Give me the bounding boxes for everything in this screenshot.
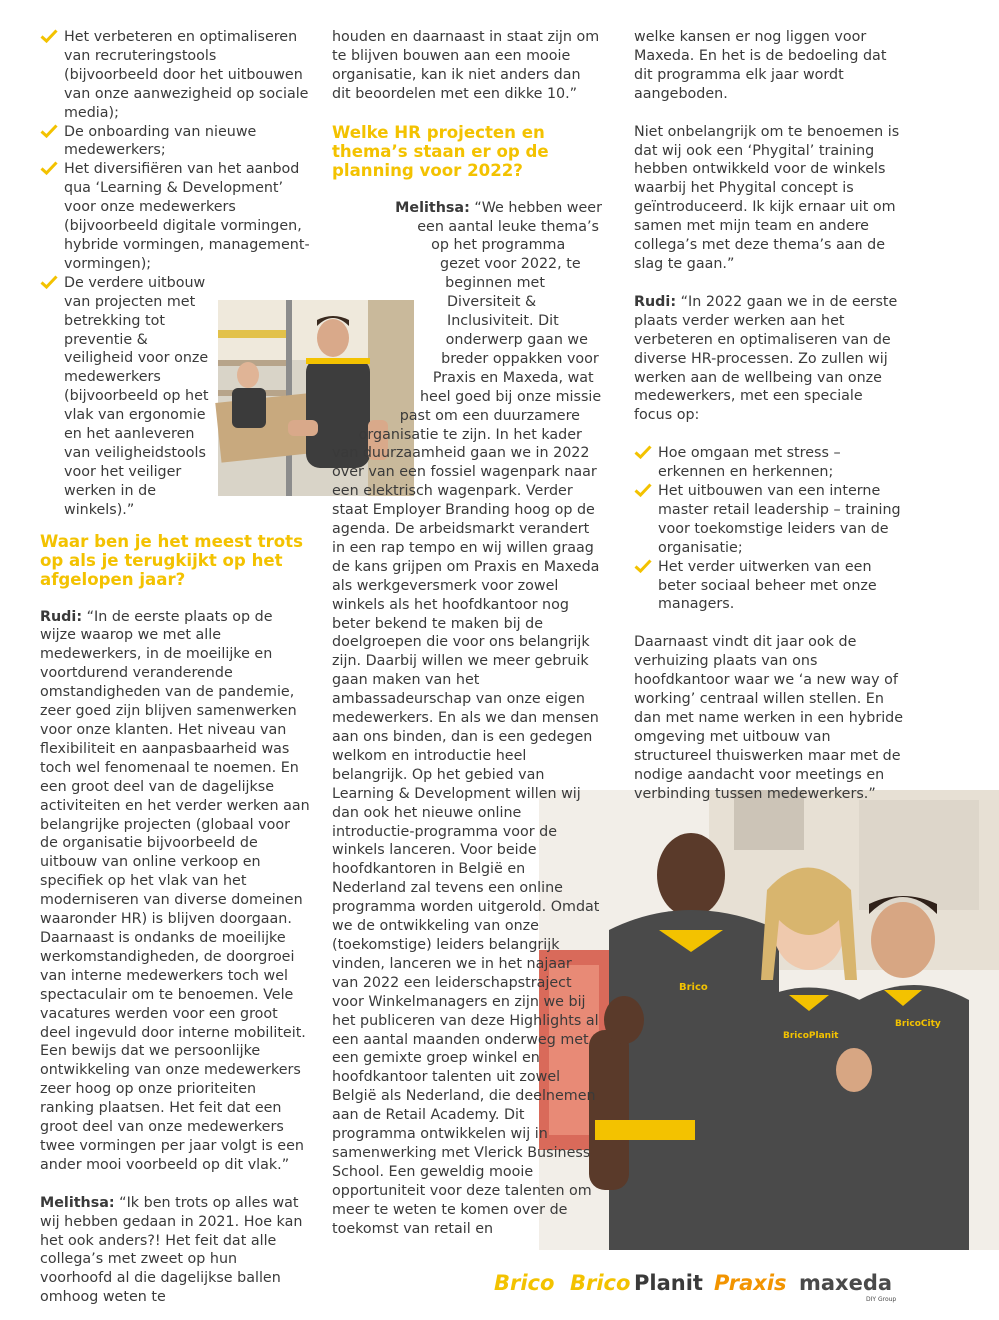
shirt-logo-bricoplanit: BricoPlanit: [783, 1031, 839, 1041]
maxeda-subtitle: DIY Group: [866, 1296, 897, 1303]
speaker-label: Rudi:: [634, 293, 677, 310]
section-heading-proud: Waar ben je het meest trots op als je terugkijkt op het afgelopen jaar?: [40, 531, 303, 589]
checkmark-icon: [40, 161, 58, 175]
shirt-logo-bricocity: BricoCity: [895, 1019, 941, 1029]
checkmark-icon: [40, 124, 58, 138]
checkmark-icon: [634, 483, 652, 497]
speaker-label: Rudi:: [40, 608, 83, 625]
improvement-list: [40, 28, 310, 520]
paragraph-melithsa-plans: Melithsa: “We hebben weer een aantal leuke thema’s op het programma gezet voor 2022, te beginnen met Diversiteit & Inclusiviteit. Dit onderwerp gaan we breder oppakken voor Praxis en Maxeda, wat heel goed bij onze missie past om een duurzamere organisatie te zijn. In het kader van duurzaamheid gaan we in 2022 over van een fossiel wagenpark naar een elektrisch wagenpark. Verder staat Employer Branding hoog op de agenda. De arbeidsmarkt verandert in een rap tempo en wij willen graag de kans grijpen om Praxis en Maxeda als werkgeversmerk voor zowel winkels als het hoofdkantoor nog beter bekend te maken bij de doelgroepen die voor ons belangrijk zijn. Daarbij willen we meer gebruik gaan maken van het ambassadeurschap van onze eigen medewerkers. En als we dan mensen aan ons binden, dan is een gedegen welkom en introductie heel belangrijk. Op het gebied van Learning & Development willen wij dan ook het nieuwe online introductie-programma voor de winkels lanceren. Voor beide hoofdkantoren in België en Nederland zal tevens een online programma worden uitgerold. Omdat we de ontwikkeling van onze (toekomstige) leiders belangrijk vinden, lanceren we in het najaar van 2022 een leiderschapstraject voor Winkelmanagers en zijn we bij het publiceren van deze Highlights al een aantal maanden onderweg met een gemixte groep winkel en hoofdkantoor talenten uit zowel België als Nederland, die deelnemen aan de Retail Academy. Dit programma ontwikkelen wij in samenwerking met Vlerick Business School. Een geweldig mooie opportuniteit voor deze talenten om meer te weten te komen over de toekomst van retail en: [332, 199, 602, 1237]
column-right: [634, 28, 904, 804]
brico-logo: Brico: [494, 1271, 555, 1295]
brand-logos: [494, 1266, 914, 1306]
list-item: Het verder uitwerken van een beter sociaal beheer met onze managers.: [634, 558, 904, 615]
checkmark-icon: [40, 29, 58, 43]
column-middle: [332, 28, 602, 1238]
section-heading-plans: Welke HR projecten en thema’s staan er op de planning voor 2022?: [332, 122, 549, 180]
speaker-label: Melithsa:: [395, 199, 470, 216]
list-item: Het uitbouwen van een interne master retail leadership – training voor toekomstige leiders van de organisatie;: [634, 482, 904, 558]
checkmark-icon: [634, 559, 652, 573]
paragraph-rudi-proud: Rudi: “In de eerste plaats op de wijze waarop we met alle medewerkers, in de moeilijke en voortdurend veranderende omstandigheden van de pandemie, zeer goed zijn blijven samenwerken voor onze klanten. Het niveau van flexibiliteit en aanpasbaarheid was toch wel fenomenaal te noemen. En een groot deel van de dagelijkse activiteiten en het verder werken aan belangrijke projecten (globaal voor de organisatie bijvoorbeeld de uitbouw van online verkoop en specifiek op het vlak van het moderniseren van diverse domeinen waaronder HR) is blijven doorgaan. Daarnaast is ondanks de moeilijke werkomstandigheden, de doorgroei van interne medewerkers toch wel spectaculair om te benoemen. Vele vacatures werden voor een groot deel ingevuld door interne mobiliteit. Een bewijs dat we persoonlijke ontwikkeling van onze medewerkers zeer hoog op onze prioriteiten ranking plaatsen. Het feit dat een groot deel van onze medewerkers twee vormingen per jaar volgt is een ander mooi voorbeeld op dit vlak.”: [40, 608, 310, 1173]
maxeda-logo: maxeda: [799, 1271, 893, 1295]
paragraph-office-move: Daarnaast vindt dit jaar ook de verhuizing plaats van ons hoofdkantoor waar we ‘a new way of working’ centraal willen stellen. En dan met name werken in een hybride omgeving met uitbouw van structureel thuiswerken maar met de nodige aandacht voor meetings en verbinding tussen medewerkers.”: [634, 634, 904, 802]
paragraph-continued: welke kansen er nog liggen voor Maxeda. En het is de bedoeling dat dit programma elk jaar wordt aangeboden.: [634, 29, 887, 102]
column-left: [40, 28, 310, 1307]
praxis-logo: Praxis: [714, 1271, 787, 1295]
paragraph-phygital: Niet onbelangrijk om te benoemen is dat wij ook een ‘Phygital’ training hebben ontwikkeld voor de winkels waarbij het Phygital concept is geïntroduceerd. Ik kijk ernaar uit om samen met mijn team en andere collega’s met deze thema’s aan de slag te gaan.”: [634, 123, 900, 272]
shirt-logo-brico: Brico: [679, 982, 708, 993]
bricoplanit-logo-planit: Planit: [634, 1271, 703, 1295]
wellbeing-list: [634, 444, 904, 614]
list-item: Het verbeteren en optimaliseren van recruteringstools (bijvoorbeeld door het uitbouwen van onze aanwezigheid op sociale media);: [40, 28, 310, 123]
list-item: De verdere uitbouw van projecten met betrekking tot preventie & veiligheid voor onze medewerkers (bijvoorbeeld op het vlak van ergonomie en het aanleveren van veiligheidstools voor het veiliger werken in de winkels).”: [40, 274, 310, 520]
speaker-label: Melithsa:: [40, 1194, 115, 1211]
list-item: De onboarding van nieuwe medewerkers;: [40, 123, 310, 161]
paragraph-continued: houden en daarnaast in staat zijn om te blijven bouwen aan een mooie organisatie, kan ik niet anders dan dit beoordelen met een dikke 10.”: [332, 29, 600, 102]
list-item: Hoe omgaan met stress – erkennen en herkennen;: [634, 444, 904, 482]
checkmark-icon: [40, 275, 58, 289]
employees-photo: [539, 790, 999, 1250]
list-item: Het diversifiëren van het aanbod qua ‘Learning & Development’ voor onze medewerkers (bijvoorbeeld digitale vormingen, hybride vormingen, management-vormingen);: [40, 160, 310, 273]
paragraph-melithsa-proud: Melithsa: “Ik ben trots op alles wat wij hebben gedaan in 2021. Hoe kan het ook anders?! Het feit dat alle collega’s met zweet op hun voorhoofd al die dagelijkse ballen omhoog weten te: [40, 1194, 303, 1306]
checkmark-icon: [634, 445, 652, 459]
paragraph-rudi-plans: Rudi: “In 2022 gaan we in de eerste plaats verder werken aan het verbeteren en optimaliseren van de diverse HR-processen. Zo zullen wij werken aan de wellbeing van onze medewerkers, met een speciale focus op:: [634, 293, 898, 424]
bricoplanit-logo-brico: Brico: [570, 1271, 631, 1295]
